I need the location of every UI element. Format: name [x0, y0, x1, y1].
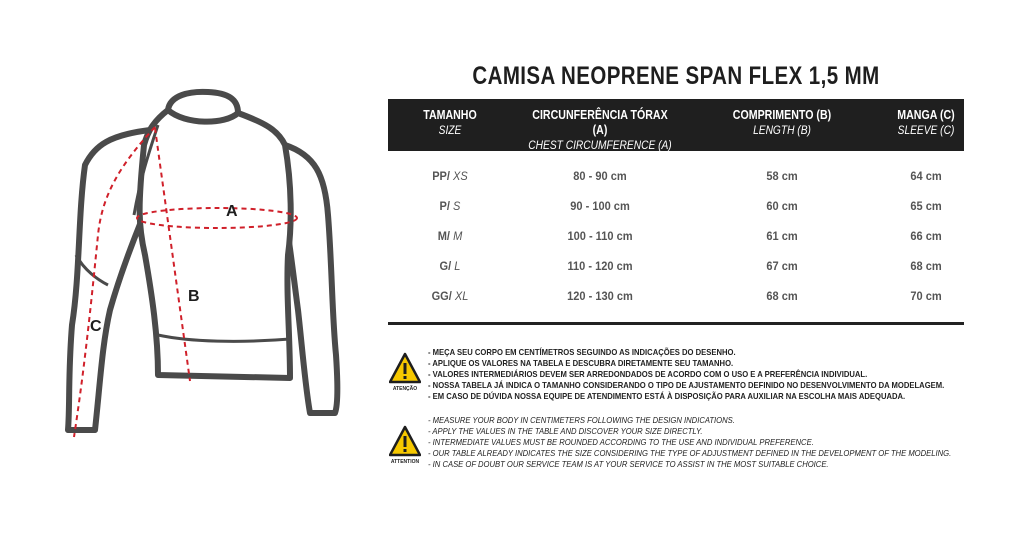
- size-cell: [393, 199, 507, 213]
- warning-line: - OUR TABLE ALREADY INDICATES THE SIZE CONSIDERING THE TYPE OF ADJUSTMENT DEFINED IN THE DEVELOPMENT OF THE MODELING.: [428, 448, 952, 458]
- warning-line: - INTERMEDIATE VALUES MUST BE ROUNDED ACCORDING TO THE USE AND INDIVIDUAL PREFERENCE.: [428, 437, 814, 447]
- size-cell: [393, 289, 507, 303]
- size-pt: G/: [439, 259, 452, 273]
- warning-label-en: ATTENTION: [390, 459, 420, 465]
- chest-cell: 90 - 100 cm: [570, 199, 630, 213]
- warning-line: - MEÇA SEU CORPO EM CENTÍMETROS SEGUINDO AS INDICAÇÕES DO DESENHO.: [428, 347, 736, 357]
- table-row: [388, 229, 964, 251]
- length-cell: 58 cm: [766, 169, 798, 183]
- header-sleeve-pt: MANGA (C): [897, 108, 955, 122]
- warning-icon-pt: [389, 352, 421, 392]
- chest-cell: 100 - 110 cm: [567, 229, 633, 243]
- warning-triangle-icon: [389, 352, 421, 386]
- sleeve-cell: 68 cm: [910, 259, 942, 273]
- header-size: [388, 108, 512, 138]
- size-cell: [393, 229, 507, 243]
- size-table-header: [388, 99, 964, 151]
- header-size-en: SIZE: [438, 123, 462, 137]
- warning-line: - APLIQUE OS VALORES NA TABELA E DESCUBRA DIRETAMENTE SEU TAMANHO.: [428, 358, 734, 368]
- warning-label-pt: ATENÇÃO: [392, 386, 418, 392]
- warning-text-en: [428, 415, 951, 470]
- sleeve-cell: 64 cm: [910, 169, 942, 183]
- chest-cell: 110 - 120 cm: [567, 259, 633, 273]
- header-length-pt: COMPRIMENTO (B): [732, 108, 832, 122]
- header-chest-pt: CIRCUNFERÊNCIA TÓRAX (A): [532, 108, 668, 137]
- header-sleeve: [876, 108, 976, 138]
- size-pt: PP/: [432, 169, 450, 183]
- page-title: CAMISA NEOPRENE SPAN FLEX 1,5 MM: [472, 62, 880, 90]
- sleeve-cell: 65 cm: [910, 199, 942, 213]
- label-c: C: [90, 318, 102, 335]
- table-row: [388, 169, 964, 191]
- size-en: L: [454, 259, 461, 273]
- header-length: [688, 108, 876, 138]
- label-a: A: [226, 203, 238, 220]
- header-length-en: LENGTH (B): [753, 123, 811, 137]
- warning-line: - NOSSA TABELA JÁ INDICA O TAMANHO CONSIDERANDO O TIPO DE AJUSTAMENTO DEFINIDO NO DESENVOLVIMENTO DA MODELAGEM.: [428, 380, 945, 390]
- chest-cell: 120 - 130 cm: [567, 289, 633, 303]
- size-en: M: [453, 229, 463, 243]
- length-cell: 60 cm: [766, 199, 798, 213]
- table-row: [388, 199, 964, 221]
- size-en: XL: [454, 289, 469, 303]
- header-chest-en: CHEST CIRCUMFERENCE (A): [528, 138, 672, 152]
- length-cell: 61 cm: [766, 229, 798, 243]
- warning-line: - EM CASO DE DÚVIDA NOSSA EQUIPE DE ATENDIMENTO ESTÁ À DISPOSIÇÃO PARA AUXILIAR NA ESCOLHA MAIS ADEQUADA.: [428, 391, 906, 401]
- warning-line: - VALORES INTERMEDIÁRIOS DEVEM SER ARREDONDADOS DE ACORDO COM O USO E A PREFERÊNCIA INDIVIDUAL.: [428, 369, 868, 379]
- header-size-pt: TAMANHO: [423, 108, 477, 122]
- warning-line: - APPLY THE VALUES IN THE TABLE AND DISCOVER YOUR SIZE DIRECTLY.: [428, 426, 703, 436]
- header-sleeve-en: SLEEVE (C): [897, 123, 955, 137]
- table-row: [388, 259, 964, 281]
- size-cell: [393, 169, 507, 183]
- shirt-diagram: [40, 85, 360, 455]
- header-chest: [512, 108, 688, 153]
- size-pt: GG/: [431, 289, 452, 303]
- length-cell: 67 cm: [766, 259, 798, 273]
- warning-line: - IN CASE OF DOUBT OUR SERVICE TEAM IS AT YOUR SERVICE TO ASSIST IN THE MOST SUITABLE CHOICE.: [428, 459, 829, 469]
- sleeve-cell: 70 cm: [910, 289, 942, 303]
- table-row: [388, 289, 964, 311]
- size-pt: M/: [437, 229, 450, 243]
- size-pt: P/: [439, 199, 450, 213]
- size-cell: [393, 259, 507, 273]
- size-en: XS: [453, 169, 468, 183]
- chest-cell: 80 - 90 cm: [573, 169, 627, 183]
- label-b: B: [188, 288, 200, 305]
- warning-triangle-icon: [389, 425, 421, 459]
- warning-line: - MEASURE YOUR BODY IN CENTIMETERS FOLLOWING THE DESIGN INDICATIONS.: [428, 415, 735, 425]
- length-cell: 68 cm: [766, 289, 798, 303]
- warning-text-pt: [428, 347, 944, 402]
- warning-icon-en: [389, 425, 421, 465]
- sleeve-cell: 66 cm: [910, 229, 942, 243]
- table-bottom-rule: [388, 322, 964, 325]
- size-en: S: [453, 199, 461, 213]
